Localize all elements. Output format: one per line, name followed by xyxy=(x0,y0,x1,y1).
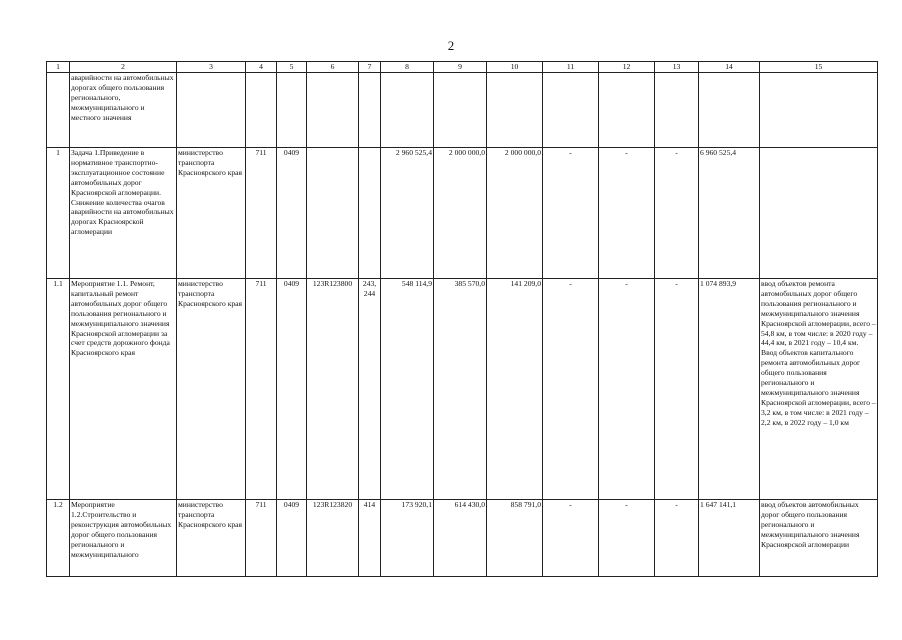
amount-cell: 173 920,1 xyxy=(381,500,434,577)
amount-cell xyxy=(655,73,699,148)
amount-cell: 2 000 000,0 xyxy=(434,148,487,279)
table-row xyxy=(47,279,878,500)
row-number-cell: 1.1 xyxy=(47,279,70,500)
grbs-cell: 711 xyxy=(246,148,277,279)
amount-cell: - xyxy=(543,148,599,279)
responsible-cell: министерство транспорта Красноярского края xyxy=(177,148,246,279)
row-number-cell: 1 xyxy=(47,148,70,279)
csr-cell: 123R123800 xyxy=(307,279,359,500)
grbs-cell xyxy=(246,73,277,148)
amount-cell xyxy=(381,73,434,148)
amount-cell xyxy=(543,73,599,148)
amount-cell: - xyxy=(655,279,699,500)
column-number-row xyxy=(47,62,878,73)
item-name-cell: Мероприятие 1.2.Строительство и реконструкция автомобильных дорог общего пользования регионального и межмуниципального xyxy=(70,500,177,577)
column-header: 10 xyxy=(487,62,543,73)
program-activities-table xyxy=(46,61,878,577)
result-cell xyxy=(760,73,878,148)
amount-cell xyxy=(599,73,655,148)
column-header: 2 xyxy=(70,62,177,73)
column-header: 7 xyxy=(359,62,381,73)
amount-cell: 385 570,0 xyxy=(434,279,487,500)
amount-cell: 858 791,0 xyxy=(487,500,543,577)
item-name-cell: Мероприятие 1.1. Ремонт, капитальный ремонт автомобильных дорог общего пользования регионального и межмуниципального значения Красноярской агломерации за счет средств дорожного фонда Красноярского края xyxy=(70,279,177,500)
vr-cell: 414 xyxy=(359,500,381,577)
result-cell xyxy=(760,148,878,279)
rzpr-cell xyxy=(277,73,307,148)
amount-cell: 548 114,9 xyxy=(381,279,434,500)
amount-cell: 2 960 525,4 xyxy=(381,148,434,279)
column-header: 6 xyxy=(307,62,359,73)
vr-cell: 243, 244 xyxy=(359,279,381,500)
amount-cell: - xyxy=(543,279,599,500)
responsible-cell: министерство транспорта Красноярского края xyxy=(177,279,246,500)
row-number-cell xyxy=(47,73,70,148)
table-row xyxy=(47,148,878,279)
amount-cell: - xyxy=(599,500,655,577)
column-header: 12 xyxy=(599,62,655,73)
rzpr-cell: 0409 xyxy=(277,500,307,577)
amount-cell: 2 000 000,0 xyxy=(487,148,543,279)
amount-cell: - xyxy=(543,500,599,577)
amount-cell: - xyxy=(599,279,655,500)
column-header: 3 xyxy=(177,62,246,73)
total-cell: 6 960 525,4 xyxy=(699,148,760,279)
row-number-cell: 1.2 xyxy=(47,500,70,577)
column-header: 1 xyxy=(47,62,70,73)
amount-cell: 141 209,0 xyxy=(487,279,543,500)
page-number: 2 xyxy=(447,38,455,53)
grbs-cell: 711 xyxy=(246,279,277,500)
total-cell xyxy=(699,73,760,148)
total-cell: 1 647 141,1 xyxy=(699,500,760,577)
table-row xyxy=(47,73,878,148)
csr-cell: 123R123820 xyxy=(307,500,359,577)
amount-cell: - xyxy=(655,148,699,279)
amount-cell: - xyxy=(655,500,699,577)
grbs-cell: 711 xyxy=(246,500,277,577)
responsible-cell: министерство транспорта Красноярского края xyxy=(177,500,246,577)
table-row xyxy=(47,500,878,577)
amount-cell: - xyxy=(599,148,655,279)
column-header: 5 xyxy=(277,62,307,73)
column-header: 11 xyxy=(543,62,599,73)
column-header: 8 xyxy=(381,62,434,73)
csr-cell xyxy=(307,148,359,279)
item-name-cell: Задача 1.Приведение в нормативное транспортно-эксплуатационное состояние автомобильных дорог Красноярской агломерации. Снижение количества очагов аварийности на автомобильных дорогах Красноярской агломерации xyxy=(70,148,177,279)
column-header: 14 xyxy=(699,62,760,73)
column-header: 4 xyxy=(246,62,277,73)
column-header: 9 xyxy=(434,62,487,73)
result-cell: ввод объектов ремонта автомобильных дорог общего пользования регионального и межмуниципального значения Красноярской агломерации, всего – 54,8 км, в том числе: в 2020 году – 44,4 км, в 2021 году – 10,4 км. Ввод объектов капитального ремонта автомобильных дорог общего пользования регионального и межмуниципального значения Красноярской агломерации, всего – 3,2 км, в том числе: в 2021 году – 2,2 км, в 2022 году – 1,0 км xyxy=(760,279,878,500)
rzpr-cell: 0409 xyxy=(277,148,307,279)
column-header: 13 xyxy=(655,62,699,73)
item-name-cell: аварийности на автомобильных дорогах общего пользования регионального, межмуниципального и местного значения xyxy=(70,73,177,148)
result-cell: ввод объектов автомобильных дорог общего пользования регионального и межмуниципального значения Красноярской агломерации xyxy=(760,500,878,577)
amount-cell xyxy=(487,73,543,148)
vr-cell xyxy=(359,73,381,148)
amount-cell xyxy=(434,73,487,148)
responsible-cell xyxy=(177,73,246,148)
total-cell: 1 074 893,9 xyxy=(699,279,760,500)
amount-cell: 614 430,0 xyxy=(434,500,487,577)
csr-cell xyxy=(307,73,359,148)
rzpr-cell: 0409 xyxy=(277,279,307,500)
vr-cell xyxy=(359,148,381,279)
column-header: 15 xyxy=(760,62,878,73)
